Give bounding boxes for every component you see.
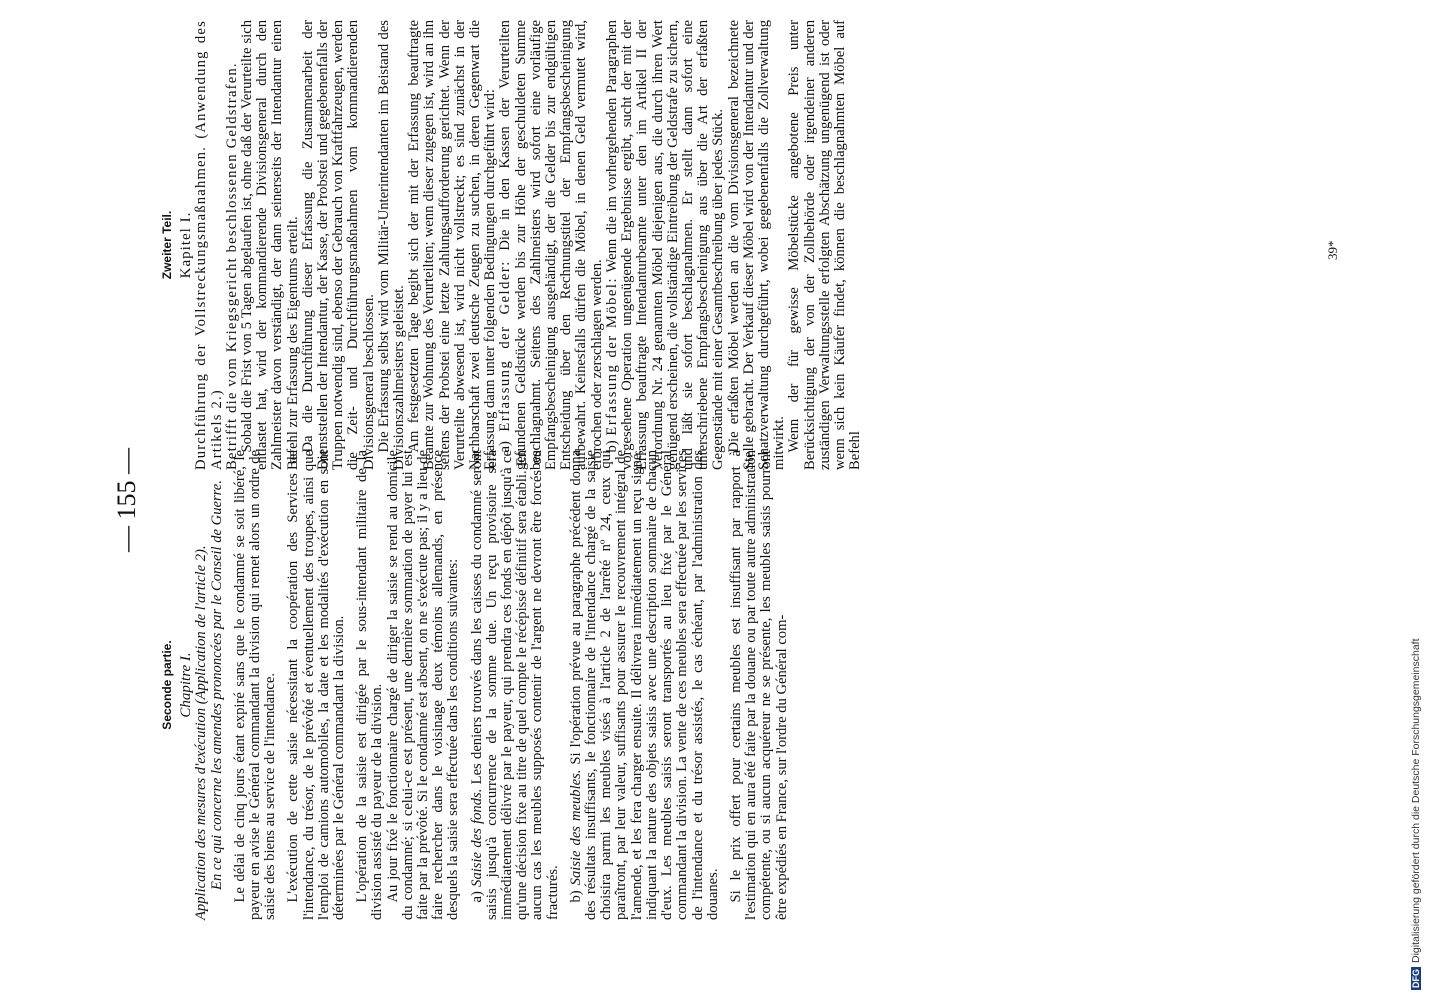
german-column: [160, 20, 863, 470]
german-paragraph-4: Am festgesetzten Tage begibt sich der mit der Erfassung beauftragte Beamte zur Wohnung des Verurteilten; wenn dieser zugegen ist, wird an ihn seitens der Probstei eine letzte Zahlungsaufforderung gerichtet. Wenn der Verurteilte abwesend ist, wird nicht vollstreckt; es sind zunächst in der Nachbarschaft zwei deutsche Zeugen zu suchen, in deren Gegenwart die Erfassung dann unter folgenden Bedingungen durchgeführt wird:: [406, 20, 499, 470]
french-chapter-heading: Chapitre I.: [178, 652, 195, 718]
french-paragraph-1: Le délai de cinq jours étant expiré sans que le condamné se soit libéré, le payeur en avise le Général commandant la division qui remet alors un ordre de saisie des biens au service de l'intendance.: [231, 450, 279, 920]
footer-text: Digitalisierung gefördert durch die Deutsche Forschungsgemeinschaft: [1410, 638, 1422, 963]
french-p6-label: b): [567, 885, 584, 903]
german-p5-term: Erfassung der Gelder:: [497, 260, 514, 432]
french-p6-text: Si l'opération prévue au paragraphe précédent donna des résultats insuffisants, le fonctionnaire de l'intendance chargé de la saisie choisira parmi les meubles visés à l'article 2 de l'arrêté nº 24, ceux qui paraîtront, par leur valeur, suffisants pour assurer le recouvrement intégral de l'amende, et les fera charger ensuite. Il délivrera immédiatement un reçu signé, indiquant la nature des objets saisis avec une description sommaire de chacun d'eux. Les meubles saisis seront transportés au lieu fixé par le Général commandant la division. La vente de ces meubles sera effectuée par les services de l'intendance et du trésor assistés, le cas échéant, par l'administration des douanes.: [567, 450, 721, 920]
french-paragraph-3: L'opération de la saisie est dirigée par le sous-intendant militaire de la division assisté du payeur de la division.: [354, 450, 386, 920]
german-p6-term: Erfassung der Möbel:: [603, 276, 620, 436]
german-paragraph-2: Da die Durchführung dieser Erfassung die Zusammenarbeit der Dienststellen der Intendantur, der Kasse, der Probstei und gegebenenfalls der Truppen notwendig sind, ebenso der Gebrauch von Kraftfahrzeugen, werden die Zeit- und Durchführungsmaßnahmen vom kommandierenden Divisionsgeneral beschlossen.: [299, 20, 377, 470]
french-paragraph-6: [569, 450, 721, 920]
footer: [1410, 638, 1422, 990]
german-subtitle-1: Durchführung der Vollstreckungsmaßnahmen. (Anwendung des Artikels 2.): [193, 20, 225, 470]
dfg-logo: DFG: [1411, 969, 1421, 988]
french-paragraph-5: [470, 450, 561, 920]
signature-mark: 39*: [1325, 240, 1340, 260]
german-subtitle-2: Betrifft die vom Kriegsgericht beschlossenen Geldstrafen.: [223, 62, 240, 470]
french-p5-text: Les deniers trouvés dans les caisses du condamné seront saisis jusqu'à concurrence de la somme due. Un reçu provisoire sera immédiatement délivré par le payeur, qui prendra ces fonds en dépôt jusqu'à ce qu'une décision fixe au titre de quel compte le récépissé définitif sera établi. En aucun cas les meubles supposés contenir de l'argent ne devront être forcés ou fracturés.: [468, 450, 561, 920]
german-paragraph-6: [605, 20, 727, 470]
french-p6-term: Saisie des meubles.: [567, 769, 584, 886]
german-p6-label: b): [603, 435, 620, 453]
french-paragraph-7: Si le prix offert pour certains meubles est insuffisant par rapport à l'estimation qui en aura été faite par la douane ou par toute autre administration compétente, ou si aucun acquéreur ne se présente, les meubles saisis pourront être expédiés en France, sur l'ordre du Général com-: [727, 450, 790, 920]
german-paragraph-8: Wenn der für gewisse Möbelstücke angebotene Preis unter Berücksichtigung der von der Zollbehörde oder irgendeiner anderen zuständigen Verwaltungsstelle erfolgten Abschätzung ungenügend ist oder wenn sich kein Käufer findet, können die beschlagnahmten Möbel auf Befehl: [786, 20, 864, 470]
french-subtitle-2: En ce qui concerne les amendes prononcées par le Conseil de Guerre.: [208, 480, 225, 890]
french-p5-term: Saisie des fonds.: [468, 788, 485, 887]
german-p5-label: a): [497, 431, 514, 453]
german-chapter-heading: Kapitel I.: [178, 211, 195, 279]
german-paragraph-3: Die Erfassung selbst wird vom Militär-Unterintendanten im Beistand des Divisionszahlmeisters geleistet.: [375, 20, 408, 470]
french-paragraph-2: L'exécution de cette saisie nécessitant la coopération des Services de l'intendance, du trésor, de le prévôté et éventuellement des troupes, ainsi que l'emploi de camions automobiles, la date et les modalités d'exécution en sont déterminées par le Général commandant la division.: [285, 450, 348, 920]
german-p6-text: Wenn die im vorhergehenden Paragraphen vorgesehene Operation ungenügende Ergebnisse ergibt, sucht der mit der Erfassung beauftragte Intendanturbeamte unter den im Artikel II der Verordnung Nr. 24 genannten Möbel diejenigen aus, die durch ihren Wert genügend erscheinen, die vollständige Eintreibung der Geldstrafe zu sichern, und läßt sie sofort beschlagnahmen. Er stellt dann sofort eine unterschriebene Empfangsbescheinigung aus über die Art der erfaßten Gegenstände mit einer Gesamtbeschreibung über jedes Stück.: [603, 20, 727, 470]
german-paragraph-1: Sobald die Frist von 5 Tagen abgelaufen ist, ohne daß der Verurteilte sich entlastet hat, wird der kommandierende Divisionsgeneral durch den Zahlmeister davon verständigt, der dann seinerseits der Intendantur einen Befehl zur Erfassung des Eigentums erteilt.: [239, 20, 301, 470]
german-p5-text: Die in den Kassen der Verurteilten gefundenen Geldstücke werden bis zur Höhe der geschuldeten Summe beschlagnahmt. Seitens des Zahlmeisters wird sofort eine vorläufige Empfangsbescheinigung ausgehändigt, der die Gelder bis zur endgültigen Entscheidung über den Rechnungstitel der Empfangsbescheinigung aufbewahrt. Keinesfalls dürfen die Möbel, in denen Geld vermutet wird, erbrochen oder zerschlagen werden.: [497, 20, 605, 470]
french-paragraph-4: Au jour fixé le fonctionnaire chargé de diriger la saisie se rend au domicile du condamné; si celui-ce est présent, une dernière sommation de payer lui est faite par la prévôté. Si le condamné est absent, on ne s'exécute pas; il y a lieu de faire rechercher dans le voisinage deux témoins allemands, en présence desquels la saisie sera effectuée dans les conditions suivantes:: [384, 450, 462, 920]
german-part-heading: Zweiter Teil.: [160, 210, 174, 280]
german-paragraph-7: Die erfaßten Möbel werden an die vom Divisionsgeneral bezeichnete Stelle gebracht. Der Verkauf dieser Möbel wird von der Intendantur und der Schatzverwaltung durchgeführt, wobei gegebenenfalls die Zollverwaltung mitwirkt.: [725, 20, 788, 470]
french-p5-label: a): [468, 886, 485, 903]
french-part-heading: Seconde partie.: [160, 640, 174, 730]
page-number: — 155 —: [112, 448, 141, 552]
french-column: [160, 450, 790, 920]
german-paragraph-5: [498, 20, 604, 470]
french-subtitle-1: Application des mesures d'exécution (Application de l'article 2).: [193, 545, 210, 920]
